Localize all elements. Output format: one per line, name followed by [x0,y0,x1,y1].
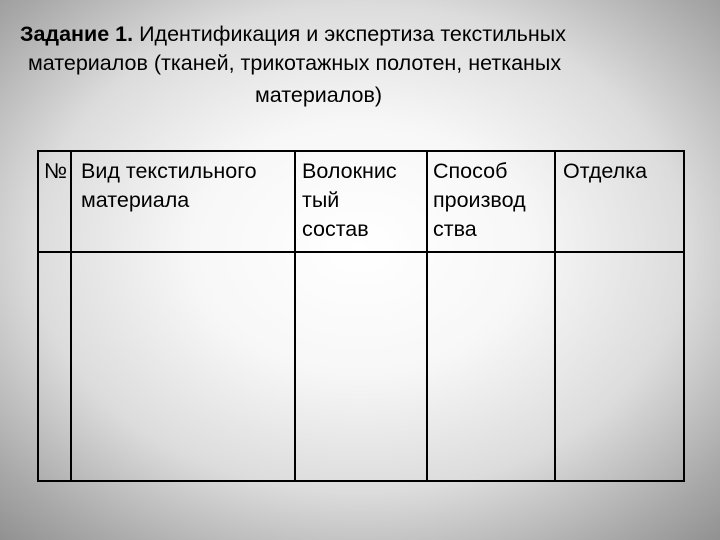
title-text-1: Идентификация и экспертиза текстильных [133,22,566,46]
title-line-2: материалов (тканей, трикотажных полотен, нетканых [28,51,562,75]
header-fiber-composition [302,157,397,244]
header-line: Отделка [563,159,648,183]
header-number [44,157,67,186]
header-line: тый [302,188,340,212]
header-line: Волокнис [302,159,397,183]
header-finishing [563,157,647,186]
header-line: Способ [433,159,508,183]
header-line: производ [433,188,526,212]
title-line-1 [20,20,566,49]
table-row [39,253,683,480]
header-line: № [44,159,68,183]
header-line: ства [433,217,477,241]
header-line: Вид текстильного [81,159,257,183]
header-line: материала [81,188,190,212]
header-line: состав [302,217,369,241]
header-production-method [433,157,526,244]
header-material-type [81,157,257,215]
task-label: Задание 1. [20,22,134,46]
identification-table [37,150,685,482]
title-line-3: материалов) [255,83,383,107]
